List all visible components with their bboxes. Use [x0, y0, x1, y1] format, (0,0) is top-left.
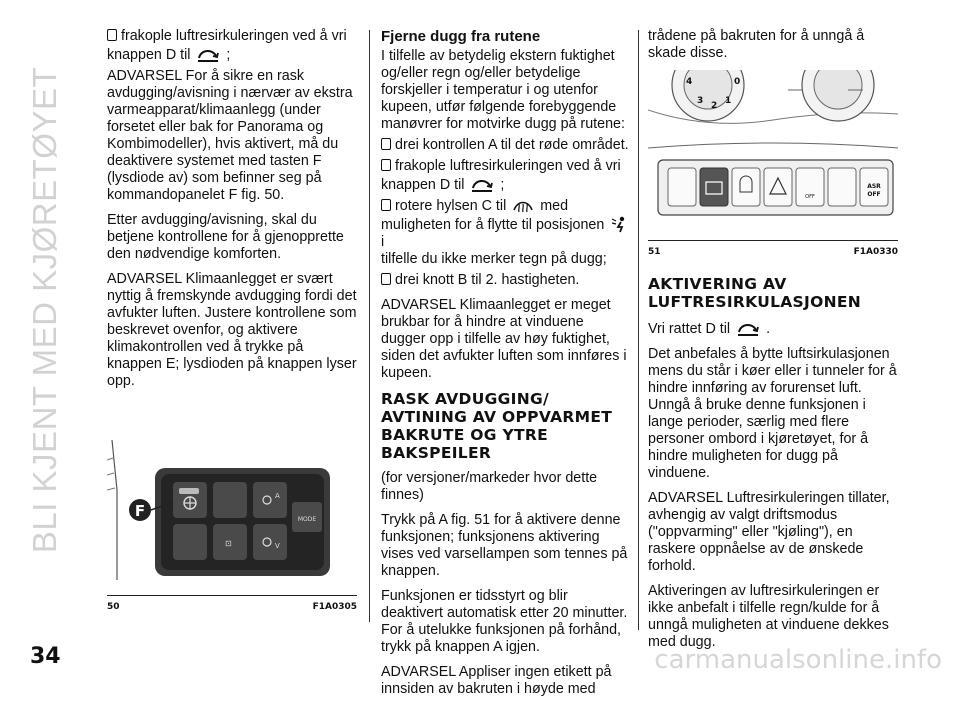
- control-panel-illustration: [107, 430, 357, 590]
- column-divider-1: [369, 30, 370, 622]
- paragraph: Funksjonen er tidsstyrt og blir deaktivert automatisk etter 20 minutter. For å utelukke funksjonen på forhånd, trykk på knappen A igjen.: [381, 588, 628, 655]
- paragraph: trådene på bakruten for å unngå å skade disse.: [648, 28, 865, 61]
- section-side-title: [20, 20, 70, 600]
- feet-windscreen-icon: [610, 215, 628, 233]
- bullet-item: drei kontrollen A til det røde området.: [381, 137, 631, 154]
- svg-text:2: 2: [711, 101, 718, 111]
- figure-caption: [648, 244, 898, 261]
- figure-50: [107, 430, 357, 596]
- figure-caption: [107, 599, 357, 616]
- paragraph: Aktiveringen av luftresirkuleringen er ikke anbefalt i tilfelle regn/kulde for å unngå muligheten at vinduene dekkes med dugg.: [648, 583, 889, 650]
- dashboard-illustration: [648, 70, 898, 235]
- svg-text:1: 1: [725, 96, 732, 106]
- svg-text:0: 0: [734, 77, 741, 87]
- svg-text:4: 4: [686, 77, 693, 87]
- column-divider-2: [638, 30, 639, 630]
- paragraph: ADVARSEL Luftresirkuleringen tillater, avhengig av valgt driftsmodus ("oppvarming" eller "kjøling"), en raskere oppnåelse av de ønskede forhold.: [648, 490, 890, 574]
- column-3: [648, 28, 898, 659]
- svg-text:MODE: MODE: [297, 516, 317, 523]
- section-heading: Fjerne dugg fra rutene: [381, 28, 541, 45]
- section-heading: RASK AVDUGGING/ AVTINING AV OPPVARMET BAKRUTE OG YTRE BAKSPEILER: [381, 390, 613, 462]
- paragraph: Trykk på A fig. 51 for å aktivere denne funksjonen; funksjonens aktivering vises ved varsellampen som tennes på knappen.: [381, 512, 628, 579]
- svg-text:ASR: ASR: [867, 183, 881, 190]
- bullet-item: frakople luftresirkuleringen ved å vri knappen D til ;: [381, 158, 621, 193]
- bullet-item: drei knott B til 2. hastigheten.: [381, 272, 631, 289]
- paragraph: Etter avdugging/avisning, skal du betjene kontrollene for å gjenopprette den nødvendige komforten.: [107, 212, 344, 262]
- checkbox-icon: [381, 273, 391, 285]
- svg-text:3: 3: [697, 96, 704, 106]
- figure-code: F1A0305: [312, 602, 357, 612]
- figure-number: 50: [107, 602, 120, 612]
- recirculation-off-icon: [470, 175, 494, 193]
- svg-text:⊡: ⊡: [225, 539, 232, 548]
- checkbox-icon: [381, 199, 391, 211]
- page-number: 34: [30, 644, 61, 669]
- svg-text:OFF: OFF: [805, 194, 815, 200]
- paragraph: (for versjoner/markeder hvor dette finnes): [381, 470, 598, 503]
- checkbox-icon: [107, 29, 117, 41]
- paragraph: ADVARSEL Appliser ingen etikett på innsiden av bakruten i høyde med: [381, 664, 612, 697]
- paragraph: ADVARSEL For å sikre en rask avdugging/avisning i nærvær av ekstra varmeapparat/klimaanlegg (under forsetet eller bak for Panorama og Kombimodeller), hvis aktivert, må du deaktivere systemet med tasten F (lysdiode av) som befinner seg på kommandopanelet F fig. 50.: [107, 68, 353, 203]
- section-heading: AKTIVERING AV LUFTRESIRKULASJONEN: [648, 275, 861, 311]
- side-title-text: BLI KJENT MED KJØRETØYET: [26, 66, 63, 554]
- bullet-item: frakople luftresirkuleringen ved å vri knappen D til ;: [107, 28, 347, 63]
- paragraph: Vri rattet D til .: [648, 321, 771, 337]
- figure-code: F1A0330: [853, 247, 898, 257]
- paragraph: Det anbefales å bytte luftsirkulasjonen mens du står i køer eller i tunneler for å hindre innføring av forurenset luft. Unngå å bruke denne funksjonen i lange perioder, særlig med flere personer ombord i kjøretøyet, for å hindre muligheten for dugg på vinduene.: [648, 346, 897, 481]
- paragraph: I tilfelle av betydelig ekstern fuktighet og/eller regn og/eller betydelige forskjeller i temperatur i og utenfor kupeen, utfør følgende forebyggende manøvrer for motvirke dugg på rutene:: [381, 48, 625, 132]
- svg-text:A: A: [275, 492, 280, 500]
- figure-number: 51: [648, 247, 661, 257]
- svg-text:OFF: OFF: [867, 191, 881, 198]
- recirculation-icon: [736, 319, 760, 337]
- recirculation-off-icon: [196, 45, 220, 63]
- column-2: [381, 28, 631, 706]
- paragraph: ADVARSEL Klimaanlegget er svært nyttig å fremskynde avdugging fordi det avfukter luften. Justere kontrollene som beskrevet ovenfor, og aktivere klimakontrollen ved å trykke på knappen E; lysdioden på knappen lyser opp.: [107, 271, 357, 389]
- bullet-item: rotere hylsen C til med muligheten for å flytte til posisjonen i tilfelle du ikke merker tegn på dugg;: [381, 198, 631, 268]
- svg-text:F: F: [134, 502, 146, 520]
- paragraph: ADVARSEL Klimaanlegget er meget brukbar for å hindre at vinduene dugger opp i tilfelle av høy fuktighet, siden det avfukter luften som innføres i kupeen.: [381, 297, 627, 381]
- checkbox-icon: [381, 159, 391, 171]
- watermark: carmanualsonline.info: [654, 645, 942, 675]
- checkbox-icon: [381, 138, 391, 150]
- column-1: [107, 28, 357, 616]
- svg-text:V: V: [275, 542, 280, 550]
- windscreen-defrost-icon: [512, 198, 534, 214]
- figure-51: [648, 70, 898, 241]
